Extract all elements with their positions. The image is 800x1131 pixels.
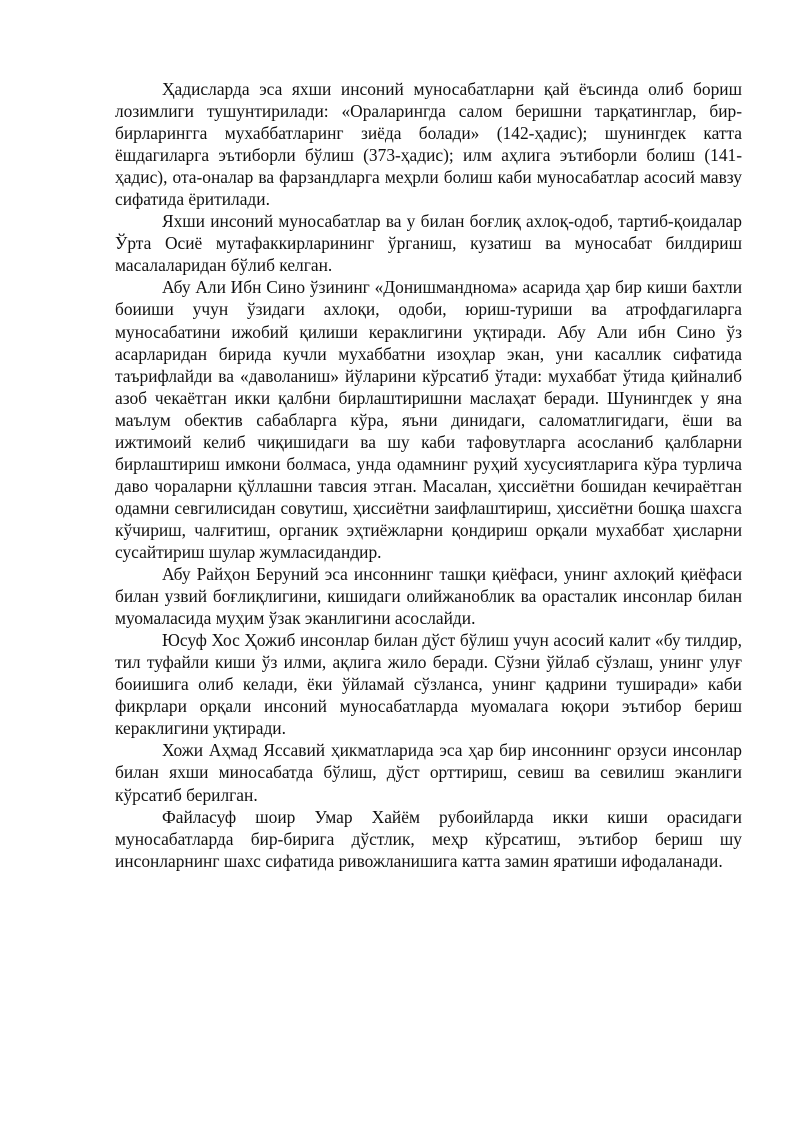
paragraph-beruniy: Абу Райҳон Беруний эса инсоннинг ташқи қиёфаси, унинг ахлоқий қиёфаси билан узвий боғлиқлигини, кишидаги олийжанoблик ва орасталик инсонлар билан муомаласида муҳим ўзак эканлигини асослайди.: [115, 564, 742, 629]
body-text: [115, 78, 742, 872]
paragraph-hadith-relations: Ҳадисларда эса яхши инсоний муносабатларни қай ёъсинда олиб бориш лозимлиги тушунтирилади: «Ораларингда салом беришни тарқатинглар, бир-бирларингга мухаббатларинг зиёда болади» (142-ҳадис); шунингдек катта ёшдагиларга эътиборли бўлиш (373-ҳадис); илм аҳлига эътиборли болиш (141-ҳадис), ота-оналар ва фарзандларга меҳрли болиш каби муносабатлар асосий мавзу сифатида ёритилади.: [115, 79, 742, 210]
paragraph-yusuf-khos-hojib: Юсуф Хос Ҳожиб инсонлар билан дўст бўлиш учун асосий калит «бу тилдир, тил туфайли киши ўз илми, ақлига жило беради. Сўзни ўйлаб сўзлаш, унинг улуғ боиишига олиб келади, ёки ўйламай сўзланса, унинг қадрини туширади» каби фикрлари орқали инсоний муносабатларда муомалага юқори эътибор бериш кераклигини уқтиради.: [115, 630, 742, 739]
paragraph-umar-khayyam: Файласуф шоир Умар Хайём рубоийларда икки киши орасидаги муносабатларда бир-бирига дўстлик, меҳр кўрсатиш, эътибор бериш шу инсонларнинг шахс сифатида ривожланишига катта замин яратиши ифодаланади.: [115, 806, 742, 871]
paragraph-central-asian-thinkers: Яхши инсоний муносабатлар ва у билан боғлиқ ахлоқ-одоб, тартиб-қоидалар Ўрта Осиё мутафаккирларининг ўрганиш, кузатиш ва муносабат билдириш масалаларидан бўлиб келган.: [115, 211, 742, 276]
paragraph-ibn-sino: Абу Али Ибн Сино ўзининг «Донишмандномa» асарида ҳар бир киши бахтли боииши учун ўзидаги ахлоқи, одоби, юриш-туриши ва атрофдагиларга муносабатини ижобий қилиши кераклигини уқтиради. Абу Али ибн Сино ўз асарларидан бирида кучли мухаббатни изоҳлар экан, уни касаллик сифатида таърифлайди ва «даволаниш» йўларини кўрсатиб ўтади: мухаббат ўтида қийналиб азоб чекаётган икки қалбни бирлаштиришни маслаҳат беради. Шунингдек у яна маълум обектив сабабларга кўра, яъни динидаги, саломатлигидаги, ёши ва ижтимоий келиб чиқишидаги ва шу каби тафовутларга асосланиб қалбларни бирлаштириш имкони болмаса, унда одамнинг руҳий хусусиятларига кўра турлича даво чораларни қўллашни тавсия этган. Масалан, ҳиссиётни бошидан кечираётган одамни севгилисидан совутиш, ҳиссиётни заифлаштириш, ҳиссиётни бошқа шахсга кўчириш, чалғитиш, органик эҳтиёжларни қондириш орқали мухаббат ҳисларни сусайтириш шулар жумласидандир.: [115, 277, 742, 562]
paragraph-yassaviy: Хожи Аҳмад Яссавий ҳикматларида эса ҳар бир инсоннинг орзуси инсонлар билан яхши миносабатда бўлиш, дўст орттириш, севиш ва севилиш эканлиги кўрсатиб берилган.: [115, 740, 742, 805]
